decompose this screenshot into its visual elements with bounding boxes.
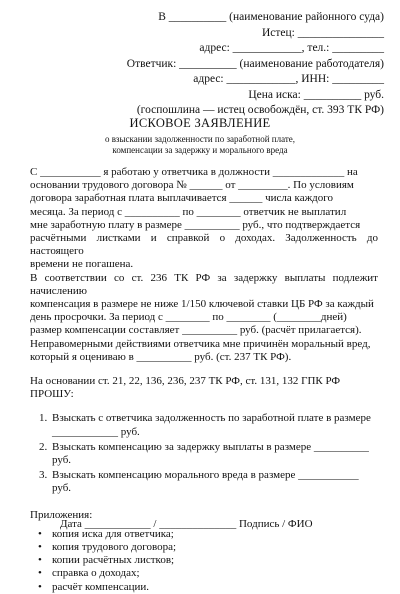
attachments-heading: Приложения: <box>30 508 93 521</box>
request-list <box>30 412 378 495</box>
body-line: день просрочки. За период с ________ по ________ (________дней) <box>30 311 347 324</box>
body-line: Неправомерными действиями ответчика мне причинён моральный вред, <box>30 337 371 350</box>
request-item-line: 1. Взыскать с ответчика задолженность по заработной плате в размере <box>52 412 371 425</box>
attachments-list <box>30 528 378 594</box>
body-line: основании трудового договора № ______ от _________. По условиям <box>30 179 354 192</box>
paragraph-employment <box>30 166 378 272</box>
header-plaintiff-address-line: адрес: ____________, тел.: _________ <box>199 42 384 54</box>
body-line: мне заработную плату в размере __________ руб., что подтверждается <box>30 218 361 231</box>
attachment-item: • копия иска для ответчика; <box>52 528 378 541</box>
subtitle-line: о взыскании задолженности по заработной плате, <box>104 134 296 144</box>
attachment-item: • справка о доходах; <box>52 567 378 580</box>
header-court-line: В __________ (наименование районного суда) <box>158 11 384 23</box>
request-item <box>50 412 378 438</box>
document-subtitle <box>0 134 400 156</box>
body-line: размер компенсации составляет __________ руб. (расчёт прилагается). <box>30 324 362 337</box>
attachment-item: • расчёт компенсации. <box>52 581 378 594</box>
header-claim-value-line: Цена иска: __________ руб. <box>248 88 384 101</box>
request-item <box>50 441 378 467</box>
header-defendant-line: Ответчик: __________ (наименование работодателя) <box>126 57 384 70</box>
body-line: В соответствии со ст. 236 ТК РФ за задержку выплаты подлежит начислению <box>30 271 378 297</box>
body-line: месяца. За период с __________ по ________ ответчик не выплатил <box>30 205 347 218</box>
paragraph-compensation <box>30 272 378 364</box>
body-line: компенсация в размере не ниже 1/150 ключевой ставки ЦБ РФ за каждый <box>30 298 374 311</box>
request-item <box>50 469 378 495</box>
header-plaintiff-line: Истец: _______________ <box>261 26 384 39</box>
header-fee-line: (госпошлина — истец освобождён, ст. 393 ТК РФ) <box>136 104 384 116</box>
request-item-line: 3. Взыскать компенсацию морального вреда в размере ___________ руб. <box>52 469 359 495</box>
attachment-item: • копия трудового договора; <box>52 541 378 554</box>
request-item-line: ____________ руб. <box>52 425 140 438</box>
header-defendant-address-line: адрес: ____________, ИНН: _________ <box>193 73 384 85</box>
document-title: ИСКОВОЕ ЗАЯВЛЕНИЕ <box>129 116 271 130</box>
body-line: времени не погашена. <box>30 258 134 271</box>
signature-line: Дата ____________ / ______________ Подпись / ФИО <box>60 518 313 530</box>
request-item-line: 2. Взыскать компенсацию за задержку выплаты в размере __________ <box>52 440 369 453</box>
body-line: который я оцениваю в __________ руб. (ст. 237 ТК РФ). <box>30 350 292 363</box>
body-line: договора заработная плата выплачивается ______ числа каждого <box>30 192 334 205</box>
body-line: расчётными листками и справкой о доходах. Задолженность до настоящего <box>30 232 378 258</box>
document-header <box>0 10 384 119</box>
request-item-line: руб. <box>52 454 72 467</box>
legal-basis: На основании ст. 21, 22, 136, 236, 237 ТК РФ, ст. 131, 132 ГПК РФ <box>30 375 341 388</box>
body-line: С ___________ я работаю у ответчика в должности _____________ на <box>30 166 358 178</box>
subtitle-line: компенсации за задержку и морального вреда <box>112 145 288 155</box>
request-heading: ПРОШУ: <box>30 388 74 401</box>
attachment-item: • копии расчётных листков; <box>52 554 378 567</box>
